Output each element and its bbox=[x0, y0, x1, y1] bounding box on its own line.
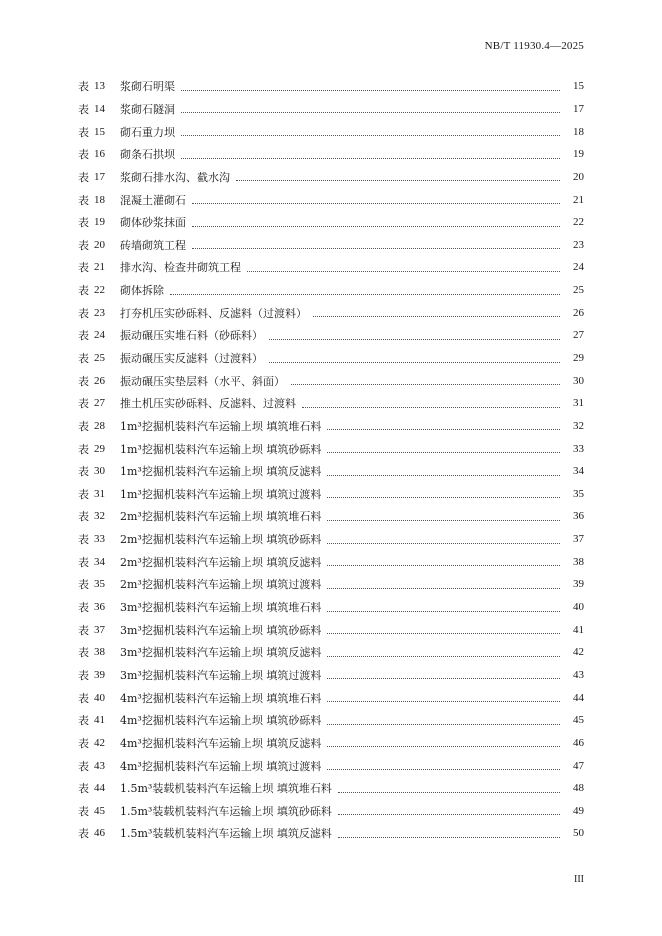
toc-entry-page: 25 bbox=[573, 284, 584, 297]
toc-entry-prefix: 表 bbox=[78, 170, 89, 184]
toc-entry-title: 混凝土灌砌石 bbox=[120, 193, 186, 207]
toc-entry-prefix: 表 bbox=[78, 804, 89, 818]
toc-entry-prefix: 表 bbox=[78, 306, 89, 320]
toc-entry-title: 浆砌石排水沟、截水沟 bbox=[120, 170, 230, 184]
toc-entry-number: 28 bbox=[94, 419, 105, 432]
table-of-contents bbox=[78, 75, 584, 845]
toc-entry-number: 14 bbox=[94, 102, 105, 115]
toc-leader-dots bbox=[327, 644, 560, 657]
toc-entry-title: 3m³挖掘机装料汽车运输上坝 填筑反滤料 bbox=[120, 646, 322, 660]
toc-entry-title: 砌条石拱坝 bbox=[120, 148, 175, 162]
toc-entry-number: 40 bbox=[94, 691, 105, 704]
toc-entry-prefix: 表 bbox=[78, 329, 89, 343]
toc-entry-page: 39 bbox=[573, 578, 584, 591]
toc-entry-number: 23 bbox=[94, 306, 105, 319]
toc-leader-dots bbox=[327, 621, 560, 634]
toc-entry-number: 27 bbox=[94, 397, 105, 410]
toc-entry[interactable] bbox=[78, 732, 584, 755]
toc-entry-number: 29 bbox=[94, 442, 105, 455]
toc-entry-page: 36 bbox=[573, 510, 584, 523]
toc-entry-prefix: 表 bbox=[78, 555, 89, 569]
toc-entry-title: 1m³挖掘机装料汽车运输上坝 填筑砂砾料 bbox=[120, 442, 322, 456]
toc-entry-number: 18 bbox=[94, 193, 105, 206]
toc-entry-page: 32 bbox=[573, 419, 584, 432]
document-header-code: NB/T 11930.4—2025 bbox=[484, 40, 584, 52]
toc-entry[interactable] bbox=[78, 324, 584, 347]
toc-entry-prefix: 表 bbox=[78, 487, 89, 501]
toc-leader-dots bbox=[291, 372, 560, 385]
toc-entry[interactable] bbox=[78, 392, 584, 415]
toc-entry-number: 41 bbox=[94, 714, 105, 727]
toc-entry[interactable] bbox=[78, 120, 584, 143]
toc-leader-dots bbox=[181, 100, 560, 113]
toc-entry-page: 47 bbox=[573, 759, 584, 772]
toc-entry-title: 砌体砂浆抹面 bbox=[120, 216, 186, 230]
toc-leader-dots bbox=[302, 395, 560, 408]
toc-entry-page: 40 bbox=[573, 601, 584, 614]
toc-entry-title: 4m³挖掘机装料汽车运输上坝 填筑堆石料 bbox=[120, 691, 322, 705]
toc-entry-prefix: 表 bbox=[78, 578, 89, 592]
toc-entry-title: 4m³挖掘机装料汽车运输上坝 填筑过渡料 bbox=[120, 759, 322, 773]
toc-entry-prefix: 表 bbox=[78, 533, 89, 547]
toc-entry-title: 1.5m³装载机装料汽车运输上坝 填筑反滤料 bbox=[120, 827, 332, 841]
toc-entry[interactable] bbox=[78, 596, 584, 619]
toc-entry-number: 42 bbox=[94, 736, 105, 749]
toc-entry-number: 21 bbox=[94, 261, 105, 274]
toc-entry-prefix: 表 bbox=[78, 352, 89, 365]
toc-leader-dots bbox=[192, 236, 560, 249]
toc-leader-dots bbox=[327, 508, 560, 521]
toc-leader-dots bbox=[313, 304, 560, 317]
toc-entry[interactable] bbox=[78, 279, 584, 302]
toc-entry-prefix: 表 bbox=[78, 125, 89, 139]
toc-leader-dots bbox=[327, 689, 560, 702]
toc-entry-title: 浆砌石隧洞 bbox=[120, 102, 175, 116]
toc-entry-number: 31 bbox=[94, 487, 105, 500]
toc-entry-page: 37 bbox=[573, 533, 584, 546]
toc-entry[interactable] bbox=[78, 211, 584, 234]
toc-entry[interactable] bbox=[78, 550, 584, 573]
toc-entry-page: 17 bbox=[573, 102, 584, 115]
toc-leader-dots bbox=[170, 282, 560, 295]
toc-entry-title: 振动碾压实垫层料（水平、斜面） bbox=[120, 374, 285, 388]
toc-entry-title: 2m³挖掘机装料汽车运输上坝 填筑过渡料 bbox=[120, 578, 322, 592]
toc-entry-number: 30 bbox=[94, 465, 105, 478]
toc-entry[interactable] bbox=[78, 709, 584, 732]
toc-entry-title: 1m³挖掘机装料汽车运输上坝 填筑堆石料 bbox=[120, 419, 322, 433]
toc-entry-page: 46 bbox=[573, 736, 584, 749]
toc-entry-page: 18 bbox=[573, 125, 584, 138]
toc-leader-dots bbox=[327, 553, 560, 566]
toc-entry-page: 30 bbox=[573, 374, 584, 387]
toc-entry-number: 20 bbox=[94, 238, 105, 251]
toc-entry-prefix: 表 bbox=[78, 284, 89, 298]
toc-leader-dots bbox=[247, 259, 560, 272]
toc-entry-title: 砌石重力坝 bbox=[120, 125, 175, 139]
toc-leader-dots bbox=[327, 757, 560, 770]
toc-entry-page: 38 bbox=[573, 555, 584, 568]
toc-entry-page: 33 bbox=[573, 442, 584, 455]
toc-entry-prefix: 表 bbox=[78, 80, 89, 94]
toc-entry-title: 2m³挖掘机装料汽车运输上坝 填筑反滤料 bbox=[120, 555, 322, 569]
toc-entry[interactable] bbox=[78, 233, 584, 256]
toc-leader-dots bbox=[327, 599, 560, 612]
toc-entry-page: 35 bbox=[573, 487, 584, 500]
toc-entry[interactable] bbox=[78, 754, 584, 777]
toc-leader-dots bbox=[269, 327, 560, 340]
toc-entry[interactable] bbox=[78, 166, 584, 189]
toc-entry-prefix: 表 bbox=[78, 714, 89, 728]
toc-entry[interactable] bbox=[78, 188, 584, 211]
toc-entry-page: 24 bbox=[573, 261, 584, 274]
toc-entry-number: 22 bbox=[94, 284, 105, 297]
toc-entry[interactable] bbox=[78, 505, 584, 528]
toc-entry-title: 2m³挖掘机装料汽车运输上坝 填筑砂砾料 bbox=[120, 533, 322, 547]
toc-entry-number: 19 bbox=[94, 216, 105, 229]
toc-leader-dots bbox=[327, 666, 560, 679]
toc-entry[interactable] bbox=[78, 641, 584, 664]
toc-entry-title: 2m³挖掘机装料汽车运输上坝 填筑堆石料 bbox=[120, 510, 322, 524]
toc-leader-dots bbox=[269, 350, 560, 363]
toc-entry-number: 15 bbox=[94, 125, 105, 138]
toc-entry-number: 46 bbox=[94, 827, 105, 840]
toc-entry[interactable] bbox=[78, 777, 584, 800]
toc-entry-number: 38 bbox=[94, 646, 105, 659]
toc-leader-dots bbox=[327, 417, 560, 430]
toc-entry[interactable] bbox=[78, 75, 584, 98]
toc-entry-prefix: 表 bbox=[78, 374, 89, 388]
toc-entry-prefix: 表 bbox=[78, 691, 89, 705]
toc-entry-prefix: 表 bbox=[78, 601, 89, 615]
toc-leader-dots bbox=[327, 463, 560, 476]
toc-entry-prefix: 表 bbox=[78, 782, 89, 796]
toc-entry[interactable] bbox=[78, 460, 584, 483]
toc-entry-prefix: 表 bbox=[78, 193, 89, 207]
toc-entry-title: 1m³挖掘机装料汽车运输上坝 填筑反滤料 bbox=[120, 465, 322, 479]
toc-entry[interactable] bbox=[78, 143, 584, 166]
toc-leader-dots bbox=[327, 734, 560, 747]
toc-entry-prefix: 表 bbox=[78, 736, 89, 750]
toc-entry-number: 36 bbox=[94, 601, 105, 614]
toc-entry-page: 19 bbox=[573, 148, 584, 161]
toc-entry[interactable] bbox=[78, 369, 584, 392]
toc-entry[interactable] bbox=[78, 483, 584, 506]
toc-entry-title: 砌体拆除 bbox=[120, 284, 164, 298]
toc-entry-page: 29 bbox=[573, 352, 584, 364]
toc-entry-page: 44 bbox=[573, 691, 584, 704]
toc-entry-number: 39 bbox=[94, 668, 105, 681]
toc-entry-title: 推土机压实砂砾料、反滤料、过渡料 bbox=[120, 397, 296, 411]
toc-entry-title: 3m³挖掘机装料汽车运输上坝 填筑过渡料 bbox=[120, 668, 322, 682]
toc-entry[interactable] bbox=[78, 256, 584, 279]
toc-entry-title: 3m³挖掘机装料汽车运输上坝 填筑堆石料 bbox=[120, 601, 322, 615]
toc-entry-title: 振动碾压实反滤料（过渡料） bbox=[120, 352, 263, 365]
toc-entry[interactable] bbox=[78, 573, 584, 596]
toc-entry-number: 37 bbox=[94, 623, 105, 636]
toc-leader-dots bbox=[327, 576, 560, 589]
toc-leader-dots bbox=[327, 712, 560, 725]
toc-leader-dots bbox=[192, 191, 560, 204]
toc-entry-number: 16 bbox=[94, 148, 105, 161]
toc-entry[interactable] bbox=[78, 822, 584, 845]
toc-entry-title: 4m³挖掘机装料汽车运输上坝 填筑砂砾料 bbox=[120, 714, 322, 728]
toc-entry[interactable] bbox=[78, 415, 584, 438]
toc-entry-title: 砖墙砌筑工程 bbox=[120, 238, 186, 252]
toc-entry-page: 22 bbox=[573, 216, 584, 229]
toc-entry-page: 43 bbox=[573, 668, 584, 681]
toc-entry-number: 17 bbox=[94, 170, 105, 183]
toc-entry-number: 26 bbox=[94, 374, 105, 387]
toc-leader-dots bbox=[338, 802, 560, 815]
toc-entry-page: 50 bbox=[573, 827, 584, 840]
toc-entry[interactable] bbox=[78, 528, 584, 551]
toc-entry[interactable] bbox=[78, 686, 584, 709]
toc-entry-prefix: 表 bbox=[78, 668, 89, 682]
toc-entry-title: 1m³挖掘机装料汽车运输上坝 填筑过渡料 bbox=[120, 487, 322, 501]
toc-leader-dots bbox=[327, 440, 560, 453]
toc-entry-page: 31 bbox=[573, 397, 584, 410]
toc-entry-number: 44 bbox=[94, 782, 105, 795]
toc-entry-prefix: 表 bbox=[78, 216, 89, 230]
toc-leader-dots bbox=[181, 78, 560, 91]
toc-entry-page: 21 bbox=[573, 193, 584, 206]
toc-leader-dots bbox=[181, 123, 560, 136]
toc-entry-number: 33 bbox=[94, 533, 105, 546]
toc-entry-prefix: 表 bbox=[78, 102, 89, 116]
toc-leader-dots bbox=[327, 485, 560, 498]
toc-entry[interactable] bbox=[78, 618, 584, 641]
toc-entry-page: 27 bbox=[573, 329, 584, 342]
toc-entry-title: 排水沟、检查井砌筑工程 bbox=[120, 261, 241, 275]
toc-entry-prefix: 表 bbox=[78, 238, 89, 252]
toc-entry[interactable] bbox=[78, 664, 584, 687]
toc-entry-page: 42 bbox=[573, 646, 584, 659]
page-number-footer: III bbox=[574, 874, 584, 885]
toc-entry-title: 3m³挖掘机装料汽车运输上坝 填筑砂砾料 bbox=[120, 623, 322, 637]
toc-entry-title: 1.5m³装载机装料汽车运输上坝 填筑堆石料 bbox=[120, 782, 332, 796]
toc-entry-number: 25 bbox=[94, 352, 105, 364]
toc-entry-prefix: 表 bbox=[78, 397, 89, 411]
toc-entry-prefix: 表 bbox=[78, 148, 89, 162]
toc-entry-prefix: 表 bbox=[78, 623, 89, 637]
toc-entry-number: 24 bbox=[94, 329, 105, 342]
toc-entry[interactable] bbox=[78, 800, 584, 823]
toc-leader-dots bbox=[327, 531, 560, 544]
toc-entry-prefix: 表 bbox=[78, 510, 89, 524]
toc-entry-prefix: 表 bbox=[78, 759, 89, 773]
toc-entry[interactable] bbox=[78, 347, 584, 370]
toc-entry-title: 打夯机压实砂砾料、反滤料（过渡料） bbox=[120, 306, 307, 320]
toc-entry[interactable] bbox=[78, 437, 584, 460]
toc-entry-page: 45 bbox=[573, 714, 584, 727]
toc-entry-page: 26 bbox=[573, 306, 584, 319]
toc-entry-page: 20 bbox=[573, 170, 584, 183]
toc-entry-title: 1.5m³装载机装料汽车运输上坝 填筑砂砾料 bbox=[120, 804, 332, 818]
toc-leader-dots bbox=[236, 168, 560, 181]
toc-leader-dots bbox=[338, 825, 560, 838]
toc-entry-prefix: 表 bbox=[78, 646, 89, 660]
toc-entry-page: 34 bbox=[573, 465, 584, 478]
toc-entry-number: 45 bbox=[94, 804, 105, 817]
toc-entry-page: 15 bbox=[573, 80, 584, 93]
toc-entry[interactable] bbox=[78, 98, 584, 121]
toc-entry-page: 23 bbox=[573, 238, 584, 251]
toc-entry-prefix: 表 bbox=[78, 827, 89, 841]
toc-entry-prefix: 表 bbox=[78, 465, 89, 479]
toc-entry-number: 13 bbox=[94, 80, 105, 93]
toc-entry-title: 浆砌石明渠 bbox=[120, 80, 175, 94]
toc-leader-dots bbox=[192, 214, 560, 227]
toc-leader-dots bbox=[338, 780, 560, 793]
toc-entry[interactable] bbox=[78, 301, 584, 324]
toc-entry-prefix: 表 bbox=[78, 261, 89, 275]
toc-entry-number: 34 bbox=[94, 555, 105, 568]
toc-entry-title: 振动碾压实堆石料（砂砾料） bbox=[120, 329, 263, 343]
toc-entry-number: 35 bbox=[94, 578, 105, 591]
toc-entry-prefix: 表 bbox=[78, 442, 89, 456]
toc-entry-number: 32 bbox=[94, 510, 105, 523]
toc-entry-title: 4m³挖掘机装料汽车运输上坝 填筑反滤料 bbox=[120, 736, 322, 750]
toc-entry-page: 48 bbox=[573, 782, 584, 795]
toc-entry-page: 49 bbox=[573, 804, 584, 817]
toc-entry-prefix: 表 bbox=[78, 419, 89, 433]
toc-entry-number: 43 bbox=[94, 759, 105, 772]
toc-leader-dots bbox=[181, 146, 560, 159]
toc-entry-page: 41 bbox=[573, 623, 584, 636]
